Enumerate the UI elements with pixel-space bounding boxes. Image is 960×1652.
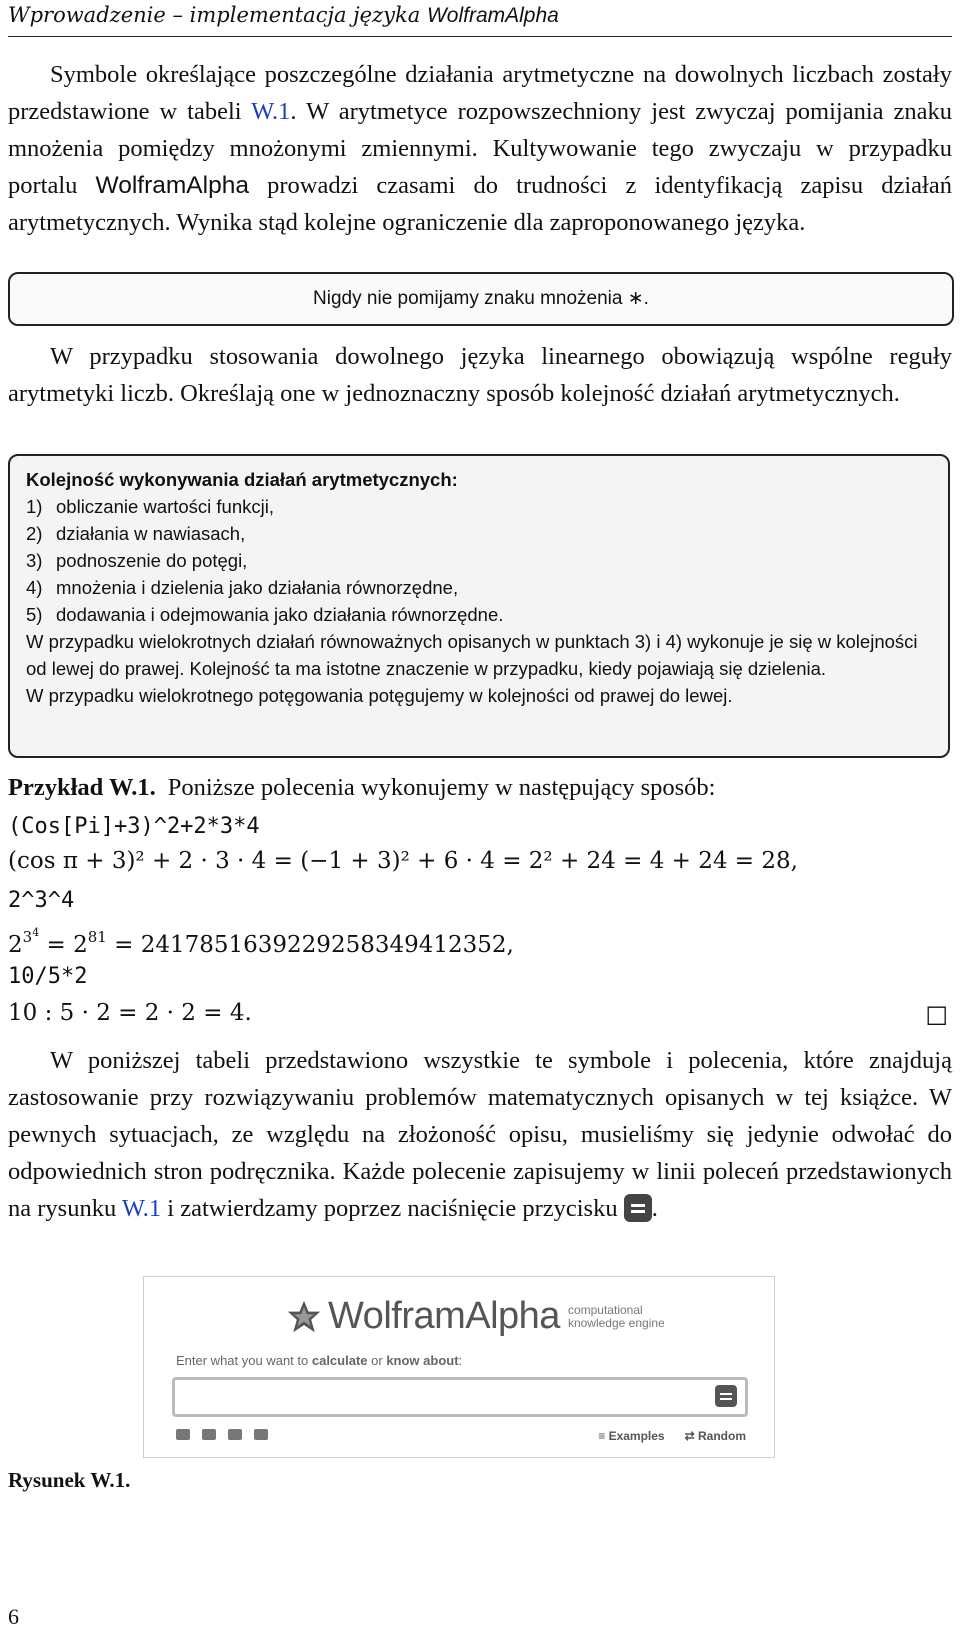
paragraph-table-intro: W poniższej tabeli przedstawiono wszystkie te symbole i polecenia, które znajdują zastosowanie przy rozwiązywaniu problemów matematycznych opisanych w tej książce. W pewnych sytuacjach, ze względu na złożoność opisu, musieliśmy się jedynie odwołać do odpowiednich stron podręcznika. Każde polecenie zapisujemy w linii poleceń przedstawionych na rysunku W.1 i zatwierdzamy poprzez naciśnięcie przycisku .: [8, 1047, 952, 1222]
operation-order-box: [8, 454, 950, 758]
paragraph-arithmetic: W przypadku stosowania dowolnego języka linearnego obowiązują wspólne reguły arytmetyki liczb. Określają one w jednoznaczny sposób kolejność działań arytmetycznych.: [8, 343, 952, 407]
input-prompt: Enter what you want to calculate or know about:: [176, 1353, 463, 1368]
example-heading: [8, 774, 715, 802]
math-input-icon[interactable]: [254, 1429, 268, 1440]
keyboard-icon[interactable]: [176, 1429, 190, 1440]
rule-box: Nigdy nie pomijamy znaku mnożenia ∗.: [8, 272, 954, 326]
camera-icon[interactable]: [202, 1429, 216, 1440]
list-item: 2) działania w nawiasach,: [26, 523, 246, 544]
math-line-1: (cos π + 3)² + 2 · 3 · 4 = (−1 + 3)² + 6 · 4 = 2² + 24 = 4 + 24 = 28,: [8, 848, 798, 874]
figure-ref-link[interactable]: W.1: [121, 1195, 162, 1222]
query-links: [598, 1429, 746, 1443]
header-title: Wprowadzenie – implementacja języka: [8, 3, 427, 27]
wolframalpha-screenshot: [143, 1276, 775, 1458]
examples-link[interactable]: ≡ Examples: [598, 1429, 665, 1443]
order-note-1: W przypadku wielokrotnych działań równoważnych opisanych w punktach 3) i 4) wykonuje je się w kolejności od lewej do prawej. Kolejność ta ma istotne znaczenie w przypadku, kiedy pojawiają się dzielenia.: [26, 631, 918, 679]
math-line-3: 10 : 5 · 2 = 2 · 2 = 4.: [8, 1000, 252, 1026]
figure-caption: Rysunek W.1.: [8, 1468, 131, 1492]
tagline: computational knowledge engine: [567, 1302, 665, 1330]
order-list: [26, 493, 932, 628]
header-brand: WolframAlpha: [426, 4, 559, 27]
qed-symbol: □: [925, 1000, 948, 1028]
query-input[interactable]: [172, 1377, 748, 1417]
code-line-1: (Cos[Pi]+3)^2+2*3*4: [8, 814, 260, 839]
input-tools: [176, 1429, 268, 1440]
enter-key-icon: [624, 1194, 652, 1222]
list-item: 1) obliczanie wartości funkcji,: [26, 496, 274, 517]
wolframalpha-wordmark: WolframAlpha: [328, 1295, 560, 1337]
example-label: Przykład W.1.: [8, 774, 156, 801]
list-item: 3) podnoszenie do potęgi,: [26, 550, 248, 571]
page-number: 6: [8, 1604, 19, 1629]
paragraph-symbols: Symbole określające poszczególne działania arytmetyczne na dowolnych liczbach zostały przedstawione w tabeli W.1. W arytmetyce rozpowszechniony jest zwyczaj pomijania znaku mnożenia pomiędzy mnożonymi zmiennymi. Kultywowanie tego zwyczaju w przypadku portalu WolframAlpha prowadzi czasami do trudności z identyfikacją zapisu działań arytmetycznych. Wynika stąd kolejne ograniczenie dla zaproponowanego języka.: [8, 61, 953, 236]
wolframalpha-logo: [286, 1295, 678, 1338]
math-line-2: $2^{3^4} = 2^{81} = 2417851639229258349412352$,: [8, 926, 514, 958]
running-header: [8, 0, 952, 37]
order-box-title: Kolejność wykonywania działań arytmetycznych:: [26, 469, 458, 490]
random-link[interactable]: ⇄ Random: [684, 1429, 746, 1443]
order-note-2: W przypadku wielokrotnego potęgowania potęgujemy w kolejności od prawej do lewej.: [26, 685, 733, 706]
list-item: 5) dodawania i odejmowania jako działania równorzędne.: [26, 604, 504, 625]
list-item: 4) mnożenia i dzielenia jako działania równorzędne,: [26, 577, 459, 598]
code-line-2: 2^3^4: [8, 888, 75, 913]
example-intro: Poniższe polecenia wykonujemy w następujący sposób:: [167, 774, 716, 801]
table-ref-link[interactable]: W.1: [251, 98, 291, 125]
submit-button[interactable]: [715, 1385, 737, 1407]
grid-icon[interactable]: [228, 1429, 242, 1440]
wolfram-star-icon: [286, 1299, 322, 1335]
code-line-3: 10/5*2: [8, 964, 88, 989]
